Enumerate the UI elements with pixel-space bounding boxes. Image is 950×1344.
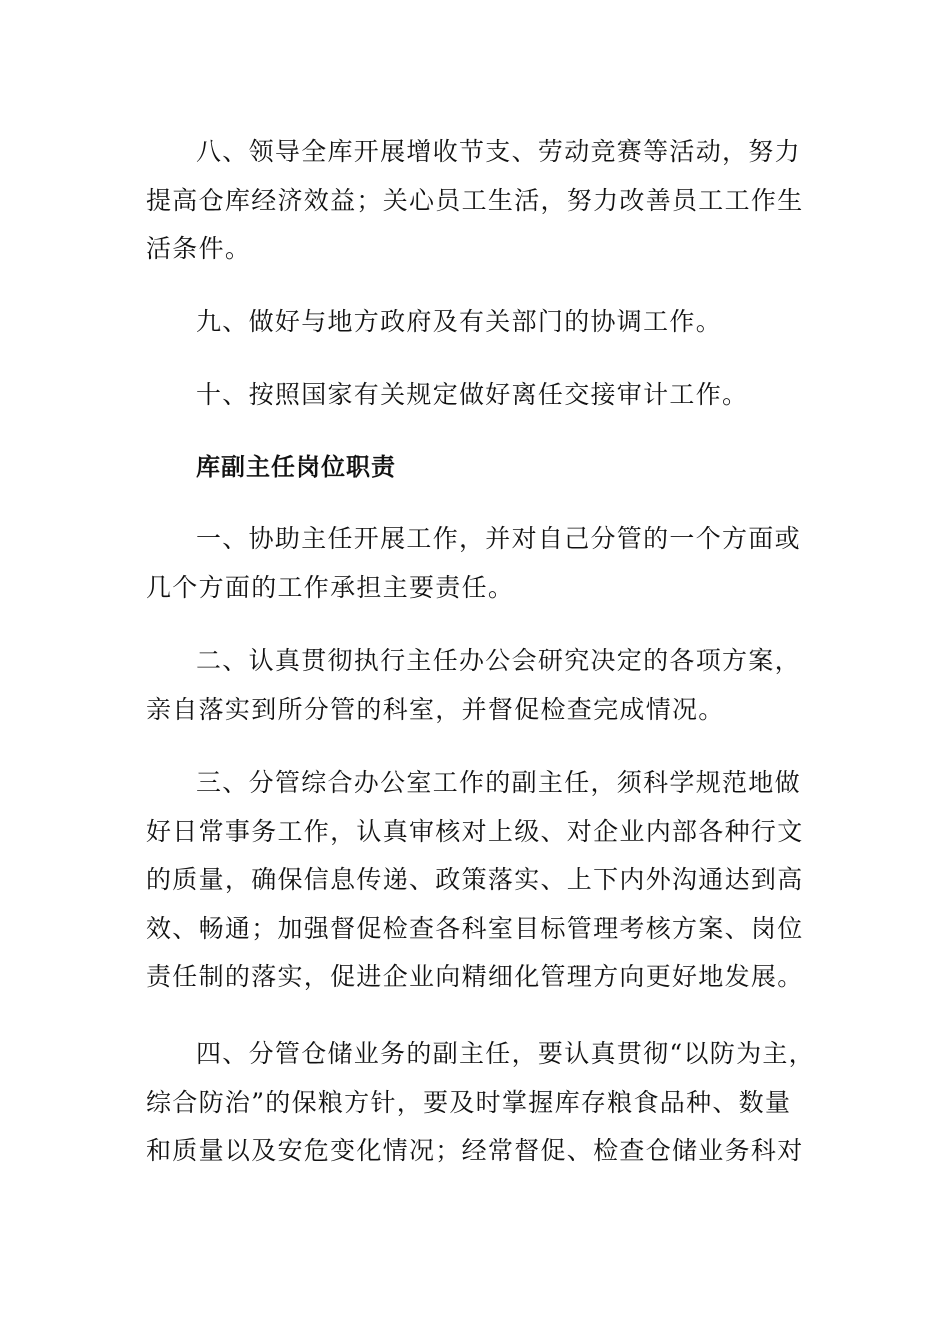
section-heading xyxy=(146,443,796,492)
text-line: 三、分管综合办公室工作的副主任，须科学规范地做 xyxy=(196,768,801,797)
paragraph-item-10 xyxy=(146,371,796,420)
paragraph-item-9 xyxy=(146,298,796,347)
text-line: 几个方面的工作承担主要责任。 xyxy=(146,572,515,602)
paragraph-deputy-1 xyxy=(146,515,801,612)
text-line: 好日常事务工作，认真审核对上级、对企业内部各种行文 xyxy=(146,816,804,846)
text-line: 四、分管仓储业务的副主任，要认真贯彻“以防为主， xyxy=(196,1039,815,1068)
text-line: 责任制的落实，促进企业向精细化管理方向更好地发展。 xyxy=(146,962,804,991)
text-line: 一、协助主任开展工作，并对自己分管的一个方面或 xyxy=(196,524,801,553)
text-line: 二、认真贯彻执行主任办公会研究决定的各项方案， xyxy=(196,646,801,675)
paragraph-deputy-4 xyxy=(146,1030,815,1176)
text-line: 提高仓库经济效益；关心员工生活，努力改善员工工作生 xyxy=(146,185,804,215)
heading-text: 库副主任岗位职责 xyxy=(196,453,396,481)
text-line: 活条件。 xyxy=(146,234,252,263)
text-line: 效、畅通；加强督促检查各科室目标管理考核方案、岗位 xyxy=(146,913,804,943)
text-line: 九、做好与地方政府及有关部门的协调工作。 xyxy=(196,307,723,336)
paragraph-deputy-2 xyxy=(146,637,801,734)
text-line: 的质量，确保信息传递、政策落实、上下内外沟通达到高 xyxy=(146,865,804,894)
text-line: 八、领导全库开展增收节支、劳动竞赛等活动，努力 xyxy=(196,137,801,166)
paragraph-item-8 xyxy=(146,128,804,274)
paragraph-deputy-3 xyxy=(146,759,804,1002)
text-line: 综合防治”的保粮方针，要及时掌握库存粮食品种、数量 xyxy=(146,1087,792,1117)
text-line: 亲自落实到所分管的科室，并督促检查完成情况。 xyxy=(146,694,725,724)
text-line: 和质量以及安危变化情况；经常督促、检查仓储业务科对 xyxy=(146,1136,804,1165)
text-line: 十、按照国家有关规定做好离任交接审计工作。 xyxy=(196,380,749,409)
